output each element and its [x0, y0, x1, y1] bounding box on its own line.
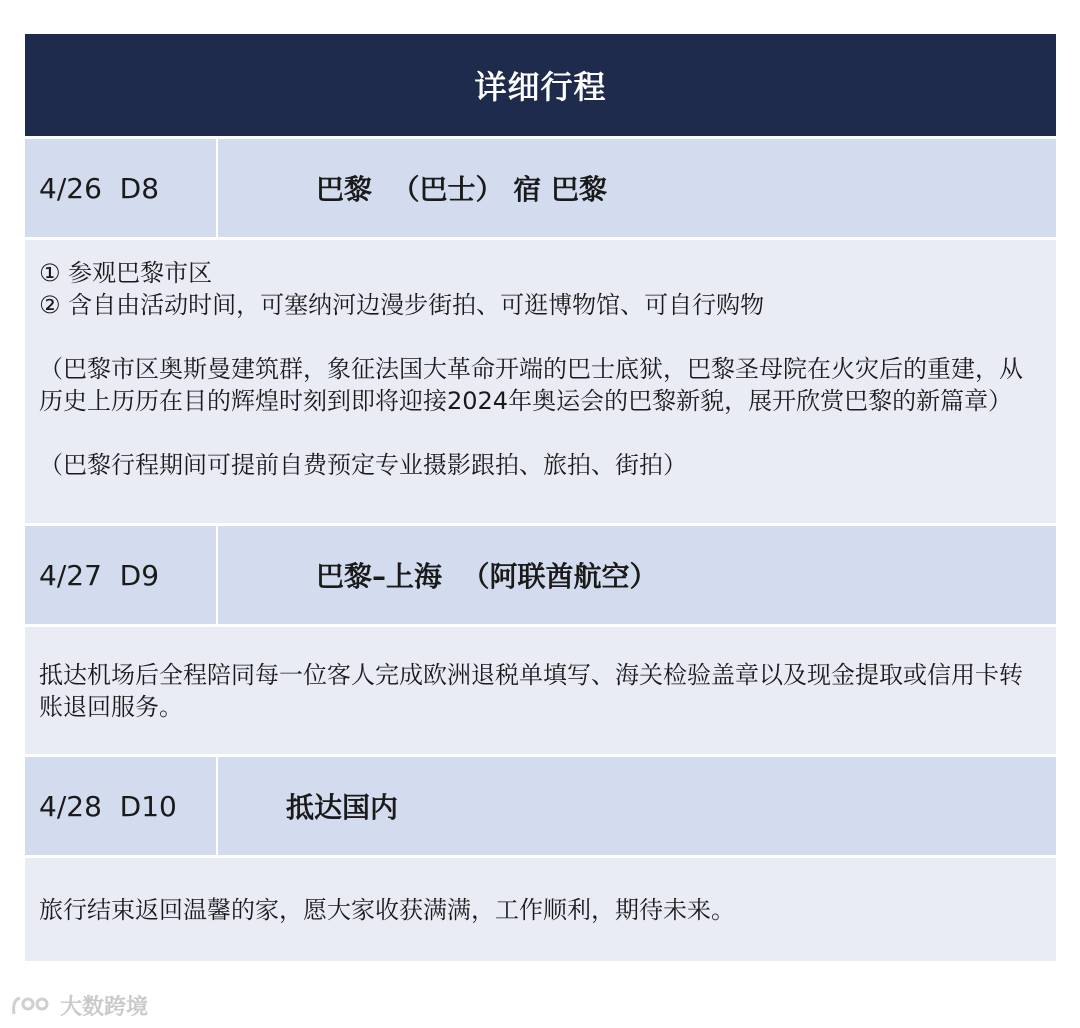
desc-paragraph: 抵达机场后全程陪同每一位客人完成欧洲退税单填写、海关检验盖章以及现金提取或信用卡转账退回服务。: [39, 660, 1023, 721]
day-title: 巴黎 （巴士） 宿 巴黎: [316, 173, 607, 206]
desc-line: （巴黎行程期间可提前自费预定专业摄影跟拍、旅拍、街拍）: [39, 451, 687, 479]
day-description-d9: [25, 624, 1056, 754]
day-date: 4/28 D10: [25, 757, 218, 855]
day-row-d9: [25, 523, 1056, 624]
desc-line: ① 参观巴黎市区: [39, 259, 213, 287]
day-title: 抵达国内: [286, 791, 399, 824]
logo-icon: [10, 994, 54, 1018]
day-row-d8: [25, 136, 1056, 237]
day-date: 4/27 D9: [25, 526, 218, 624]
watermark: [10, 990, 148, 1021]
desc-paragraph: （巴黎市区奥斯曼建筑群，象征法国大革命开端的巴士底狱，巴黎圣母院在火灾后的重建，从历史上历历在目的辉煌时刻到即将迎接2024年奥运会的巴黎新貌，展开欣赏巴黎的新篇章）: [39, 355, 1023, 415]
watermark-text: 大数跨境: [60, 995, 149, 1020]
day-title: 巴黎–上海 （阿联酋航空）: [316, 560, 658, 593]
itinerary-header: [25, 34, 1056, 136]
desc-paragraph: 旅行结束返回温馨的家，愿大家收获满满，工作顺利，期待未来。: [39, 895, 735, 924]
itinerary-table: [25, 34, 1056, 961]
itinerary-title: 详细行程: [474, 68, 607, 106]
day-description-d8: [25, 237, 1056, 523]
desc-line: ② 含自由活动时间，可塞纳河边漫步街拍、可逛博物馆、可自行购物: [39, 291, 765, 319]
day-row-d10: [25, 754, 1056, 855]
day-date: 4/26 D8: [25, 139, 218, 237]
day-description-d10: [25, 855, 1056, 961]
